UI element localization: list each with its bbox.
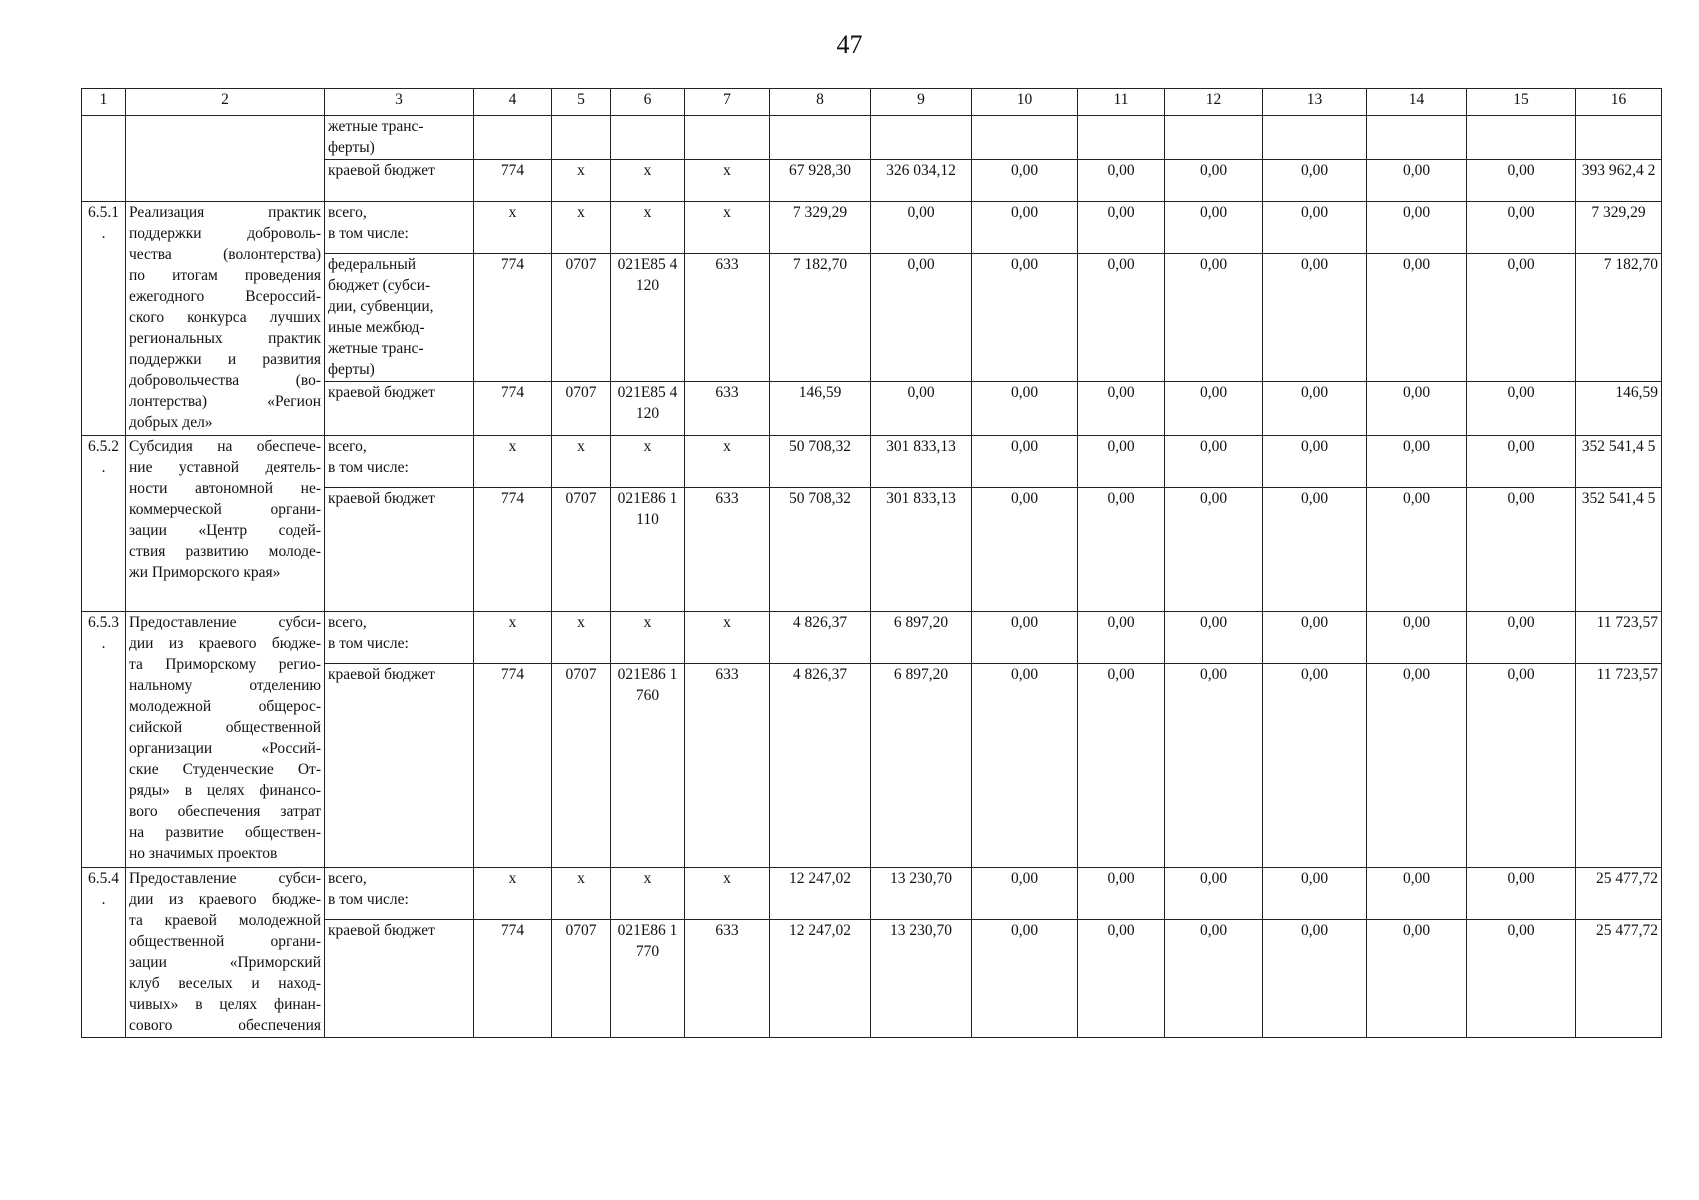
table-cell: х	[552, 868, 611, 920]
table-cell: 0,00	[1165, 612, 1263, 664]
table-row	[82, 436, 1662, 488]
table-cell: 0,00	[972, 612, 1078, 664]
table-cell: 021Е86 1770	[611, 920, 685, 1038]
table-cell: х	[552, 202, 611, 254]
table-cell: 0,00	[1263, 436, 1367, 488]
table-cell: х	[474, 612, 552, 664]
column-header: 6	[611, 89, 685, 116]
table-cell: 0,00	[1467, 612, 1576, 664]
table-cell: 0,00	[1467, 664, 1576, 868]
table-cell: 0,00	[1078, 254, 1165, 382]
table-cell: 0,00	[1367, 254, 1467, 382]
table-cell: 0,00	[871, 254, 972, 382]
table-cell: 0,00	[1165, 202, 1263, 254]
table-cell: 352 541,4 5	[1576, 488, 1662, 612]
funding-source-cell: федеральный бюджет (субси- дии, субвенции, иные межбюд- жетные транс- ферты)	[325, 254, 474, 382]
item-description-cell: Предоставление субси- дии из краевого бюдже- та Приморскому регио- нальному отделению молодежной общерос- сийской общественной организации «Россий- ские Студенческие От- ряды» в целях финансо- вого обеспечения затрат на развитие обществен- но значимых проектов	[126, 612, 325, 868]
item-number-cell: 6.5.1 .	[82, 202, 126, 436]
table-cell: 0,00	[1078, 382, 1165, 436]
column-header: 1	[82, 89, 126, 116]
table-cell: 4 826,37	[770, 664, 871, 868]
table-cell: 0,00	[1165, 436, 1263, 488]
table-cell: 301 833,13	[871, 436, 972, 488]
table-cell: 0,00	[1165, 868, 1263, 920]
table-cell: 0707	[552, 488, 611, 612]
table-cell: 352 541,4 5	[1576, 436, 1662, 488]
table-cell: 021Е85 4120	[611, 254, 685, 382]
table-cell: 0,00	[1263, 202, 1367, 254]
table-cell: 0,00	[1467, 254, 1576, 382]
funding-source-cell: всего, в том числе:	[325, 868, 474, 920]
table-cell: 0,00	[1367, 920, 1467, 1038]
table-cell: 633	[685, 254, 770, 382]
table-cell: 11 723,57	[1576, 612, 1662, 664]
table-cell: 0,00	[1165, 920, 1263, 1038]
table-cell: 0,00	[1367, 664, 1467, 868]
table-cell: 0,00	[1078, 664, 1165, 868]
table-cell: х	[611, 868, 685, 920]
table-cell: 0,00	[1078, 488, 1165, 612]
table-cell: 0707	[552, 382, 611, 436]
table-cell: 774	[474, 664, 552, 868]
table-cell: 0,00	[1078, 868, 1165, 920]
table-cell: 25 477,72	[1576, 868, 1662, 920]
table-cell: 0,00	[1467, 488, 1576, 612]
column-header: 4	[474, 89, 552, 116]
table-cell: 0,00	[1367, 868, 1467, 920]
table-cell: 50 708,32	[770, 436, 871, 488]
table-cell: 0,00	[1165, 382, 1263, 436]
table-row	[82, 868, 1662, 920]
table-cell: х	[685, 160, 770, 202]
table-cell: 13 230,70	[871, 920, 972, 1038]
table-cell: 7 329,29	[770, 202, 871, 254]
table-cell: 0,00	[972, 436, 1078, 488]
budget-table	[81, 88, 1662, 1038]
item-number-cell: 6.5.4 .	[82, 868, 126, 1038]
table-cell: 0,00	[1367, 382, 1467, 436]
column-header: 2	[126, 89, 325, 116]
table-cell: х	[611, 612, 685, 664]
column-header: 13	[1263, 89, 1367, 116]
table-cell: х	[611, 436, 685, 488]
column-header: 14	[1367, 89, 1467, 116]
table-cell: 0,00	[1078, 160, 1165, 202]
table-cell: 0,00	[1367, 612, 1467, 664]
table-cell: 0,00	[1367, 436, 1467, 488]
table-cell: 0,00	[1263, 664, 1367, 868]
table-cell: 0,00	[1078, 436, 1165, 488]
column-header: 8	[770, 89, 871, 116]
table-row	[82, 612, 1662, 664]
table-cell: 0,00	[1467, 868, 1576, 920]
table-cell: 774	[474, 254, 552, 382]
table-cell: 0,00	[1467, 160, 1576, 202]
table-cell: 633	[685, 920, 770, 1038]
table-cell: х	[552, 612, 611, 664]
table-cell: 7 329,29	[1576, 202, 1662, 254]
table-cell: 0,00	[1165, 254, 1263, 382]
table-cell: 0,00	[1367, 202, 1467, 254]
table-cell: 0,00	[1263, 612, 1367, 664]
table-cell: 0,00	[972, 868, 1078, 920]
column-header: 3	[325, 89, 474, 116]
table-cell: 021Е86 1110	[611, 488, 685, 612]
table-cell: 0,00	[1467, 382, 1576, 436]
table-cell: 021Е86 1760	[611, 664, 685, 868]
funding-source-cell: краевой бюджет	[325, 920, 474, 1038]
table-cell: 7 182,70	[1576, 254, 1662, 382]
table-cell: 0707	[552, 920, 611, 1038]
column-header: 10	[972, 89, 1078, 116]
table-cell: 0,00	[972, 664, 1078, 868]
column-header: 11	[1078, 89, 1165, 116]
funding-source-cell: всего, в том числе:	[325, 436, 474, 488]
table-cell: 25 477,72	[1576, 920, 1662, 1038]
table-cell: х	[611, 202, 685, 254]
funding-source-cell: краевой бюджет	[325, 488, 474, 612]
table-cell: 50 708,32	[770, 488, 871, 612]
funding-source-cell: всего, в том числе:	[325, 202, 474, 254]
table-cell: 774	[474, 920, 552, 1038]
table-cell: 0,00	[972, 488, 1078, 612]
table-cell: 633	[685, 382, 770, 436]
table-cell: 0,00	[972, 382, 1078, 436]
table-cell: 12 247,02	[770, 920, 871, 1038]
table-cell: х	[474, 436, 552, 488]
funding-source-cell: краевой бюджет	[325, 382, 474, 436]
table-cell: 0707	[552, 664, 611, 868]
table-cell: 774	[474, 488, 552, 612]
column-header: 12	[1165, 89, 1263, 116]
table-cell: 6 897,20	[871, 664, 972, 868]
table-cell: 7 182,70	[770, 254, 871, 382]
table-cell: 0,00	[1263, 920, 1367, 1038]
table-cell: 0,00	[1165, 488, 1263, 612]
page-number: 47	[836, 30, 863, 59]
table-cell: 0,00	[1467, 920, 1576, 1038]
table-cell: 0,00	[1263, 254, 1367, 382]
table-cell: х	[552, 436, 611, 488]
table-cell: 4 826,37	[770, 612, 871, 664]
table-cell: 0,00	[1467, 436, 1576, 488]
column-header: 16	[1576, 89, 1662, 116]
table-cell: х	[552, 160, 611, 202]
table-cell: 0,00	[1367, 160, 1467, 202]
funding-source-cell: жетные транс- ферты)	[325, 116, 474, 160]
column-header: 9	[871, 89, 972, 116]
table-cell: 11 723,57	[1576, 664, 1662, 868]
table-cell: 774	[474, 160, 552, 202]
table-cell: 0707	[552, 254, 611, 382]
column-number-row	[82, 89, 1662, 116]
table-cell: х	[685, 202, 770, 254]
item-number-cell	[82, 116, 126, 202]
table-cell: 13 230,70	[871, 868, 972, 920]
table-cell: 393 962,4 2	[1576, 160, 1662, 202]
table-cell: х	[474, 868, 552, 920]
table-cell: 0,00	[1263, 382, 1367, 436]
table-cell: 0,00	[871, 382, 972, 436]
item-description-cell	[126, 116, 325, 202]
table-cell: 301 833,13	[871, 488, 972, 612]
column-header: 5	[552, 89, 611, 116]
item-description-cell: Предоставление субси- дии из краевого бюдже- та краевой молодежной общественной органи- зации «Приморский клуб веселых и наход- чивых» в целях финан- сового обеспечения	[126, 868, 325, 1038]
item-description-cell: Субсидия на обеспече- ние уставной деятель- ности автономной не- коммерческой органи- зации «Центр содей- ствия развитию молоде- жи Приморского края»	[126, 436, 325, 612]
table-cell: 0,00	[1367, 488, 1467, 612]
table-cell: 0,00	[1263, 868, 1367, 920]
table-cell: 633	[685, 664, 770, 868]
table-cell: 12 247,02	[770, 868, 871, 920]
funding-source-cell: краевой бюджет	[325, 664, 474, 868]
table-cell: 774	[474, 382, 552, 436]
table-cell: 0,00	[972, 254, 1078, 382]
table-cell: 0,00	[1263, 160, 1367, 202]
table-cell: х	[685, 868, 770, 920]
table-cell: 0,00	[972, 202, 1078, 254]
table-cell: 021Е85 4120	[611, 382, 685, 436]
table-cell: х	[474, 202, 552, 254]
item-number-cell: 6.5.2 .	[82, 436, 126, 612]
table-cell: 0,00	[972, 920, 1078, 1038]
table-cell: 0,00	[1165, 160, 1263, 202]
table-cell: 0,00	[1467, 202, 1576, 254]
table-row	[82, 202, 1662, 254]
table-row	[82, 116, 1662, 160]
table-cell: 146,59	[1576, 382, 1662, 436]
table-cell: х	[685, 612, 770, 664]
table-cell: 0,00	[1078, 920, 1165, 1038]
table-cell: 0,00	[871, 202, 972, 254]
table-cell: 0,00	[1165, 664, 1263, 868]
table-cell: 67 928,30	[770, 160, 871, 202]
table-cell: 0,00	[1078, 202, 1165, 254]
table-cell: х	[611, 160, 685, 202]
table-cell: 0,00	[1263, 488, 1367, 612]
table-cell: 633	[685, 488, 770, 612]
table-cell: 6 897,20	[871, 612, 972, 664]
item-description-cell: Реализация практик поддержки доброволь- чества (волонтерства) по итогам проведения ежегодного Всероссий- ского конкурса лучших региональных практик поддержки и развития добровольчества (во- лонтерства) «Регион добрых дел»	[126, 202, 325, 436]
table-cell: 0,00	[1078, 612, 1165, 664]
table-cell: х	[685, 436, 770, 488]
column-header: 15	[1467, 89, 1576, 116]
funding-source-cell: краевой бюджет	[325, 160, 474, 202]
table-cell: 326 034,12	[871, 160, 972, 202]
column-header: 7	[685, 89, 770, 116]
table-cell: 146,59	[770, 382, 871, 436]
funding-source-cell: всего, в том числе:	[325, 612, 474, 664]
item-number-cell: 6.5.3 .	[82, 612, 126, 868]
table-cell: 0,00	[972, 160, 1078, 202]
